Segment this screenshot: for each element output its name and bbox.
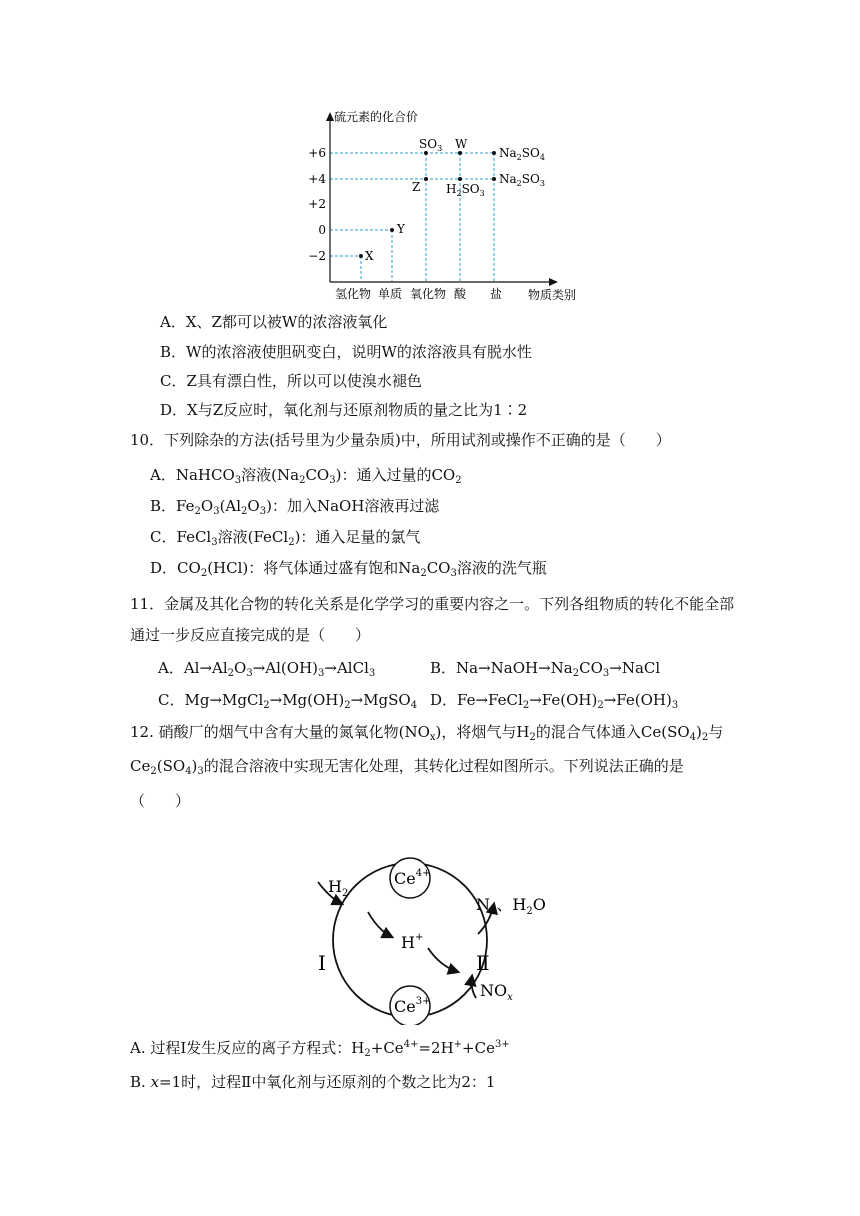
point-SO3: [424, 151, 428, 155]
y-tick: +6: [308, 146, 326, 160]
q9-option-c: C．Z具有漂白性，所以可以使溴水褪色: [160, 372, 422, 390]
q10-option-d: D．$CO_2(HCl)$：将气体通过盛有饱和$Na_2CO_3$溶液的洗气瓶: [150, 559, 547, 579]
point-W: [458, 151, 462, 155]
x-tick: 氢化物: [334, 287, 372, 301]
q9-option-d: D．X与Z反应时，氧化剂与还原剂物质的量之比为1∶2: [160, 401, 528, 419]
point-Na2SO4: [492, 151, 496, 155]
point-X: [359, 254, 363, 258]
q9-option-a: A．X、Z都可以被W的浓溶液氧化: [160, 313, 388, 331]
point-Z: [424, 177, 428, 181]
y-tick: −2: [308, 249, 326, 263]
ce4-label: $Ce^{4+}$: [394, 868, 431, 888]
label-SO3: $SO_3$: [419, 137, 443, 153]
x-axis-label: 物质类别: [528, 288, 577, 302]
nox-label: $NO_x$: [480, 981, 513, 1003]
process-I-label: Ⅰ: [318, 951, 326, 975]
x-tick: 盐: [489, 287, 503, 301]
label-Y: Y: [397, 222, 405, 236]
point-Na2SO3: [492, 177, 496, 181]
label-Z: Z: [412, 180, 421, 194]
q10-option-a: A．NaHCO$_3$溶液$(Na_2CO_3)$：通入过量的$CO_2$: [150, 466, 462, 486]
valence-chart: [300, 104, 590, 304]
q12-stem-line1: 12. 硝酸厂的烟气中含有大量的氮氧化物$(NO_x)$，将烟气与$H_2$的混合气体通入$Ce(SO_4)_2$与: [130, 723, 724, 743]
q11-option-b: B．$Na\to NaOH\to Na_2CO_3\to NaCl$: [430, 659, 661, 679]
x-tick: 酸: [453, 287, 467, 301]
hplus-label: H+: [401, 932, 424, 952]
q10-option-b: B．$Fe_2O_3(Al_2O_3)$：加入NaOH溶液再过滤: [150, 497, 440, 517]
ce-cycle-diagram: [300, 845, 560, 1025]
ce3-label: $Ce^{3+}$: [394, 996, 431, 1016]
q12-answer-bracket: （ ）: [130, 792, 191, 810]
inner-arrow-1: [368, 912, 392, 937]
q11-stem-line1: 11．金属及其化合物的转化关系是化学学习的重要内容之一。下列各组物质的转化不能全部: [130, 595, 735, 613]
h2-label: $H_2$: [328, 877, 349, 899]
x-tick: 单质: [377, 287, 403, 301]
q11-option-a: A．$Al\to Al_2O_3\to Al(OH)_3\to AlCl_3$: [158, 659, 376, 679]
y-tick: 0: [318, 223, 326, 237]
products-label: $N_2$、$H_2O$: [476, 895, 546, 917]
q11-stem-line2: 通过一步反应直接完成的是（ ）: [130, 626, 371, 644]
label-H2SO3: $H_2SO_3$: [446, 182, 485, 198]
q11-option-d: D．$Fe\to FeCl_2\to Fe(OH)_2\to Fe(OH)_3$: [430, 691, 679, 711]
y-tick: +4: [308, 172, 326, 186]
label-Na2SO4: $Na_2SO_4$: [499, 146, 545, 162]
label-W: W: [455, 137, 468, 151]
label-X: X: [365, 249, 374, 263]
y-axis-label: 硫元素的化合价: [334, 110, 419, 124]
q12-option-a: A. 过程Ⅰ发生反应的离子方程式：$H_2+Ce^{4+}=2H^++Ce^{3+}$: [130, 1039, 510, 1059]
label-Na2SO3: $Na_2SO_3$: [499, 172, 545, 188]
q12-option-b: B. x=1时，过程Ⅱ中氧化剂与还原剂的个数之比为2：1: [130, 1073, 496, 1091]
q9-option-b: B．W的浓溶液使胆矾变白，说明W的浓溶液具有脱水性: [160, 343, 532, 361]
q10-option-c: C．FeCl$_3$溶液(FeCl$_2$)：通入足量的氯气: [150, 528, 421, 548]
point-Y: [390, 228, 394, 232]
y-tick: +2: [308, 197, 326, 211]
point-H2SO3: [458, 177, 462, 181]
process-II-label: Ⅱ: [476, 951, 490, 975]
q12-stem-line2: $Ce_2(SO_4)_3$的混合溶液中实现无害化处理，其转化过程如图所示。下列说法正确的是: [130, 757, 684, 777]
q10-stem: 10．下列除杂的方法(括号里为少量杂质)中，所用试剂或操作不正确的是（ ）: [130, 431, 671, 449]
x-tick: 氧化物: [409, 287, 447, 301]
q11-option-c: C．$Mg\to MgCl_2\to Mg(OH)_2\to MgSO_4$: [158, 691, 418, 711]
inner-arrow-2: [428, 948, 458, 972]
